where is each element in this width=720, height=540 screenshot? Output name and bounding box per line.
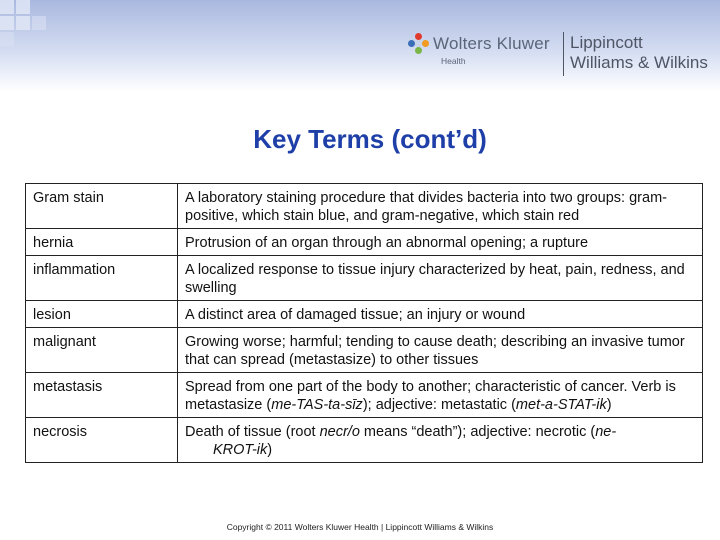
globe-logo-icon: [407, 32, 431, 56]
term-cell: hernia: [26, 229, 178, 256]
definition-cell: [178, 373, 703, 418]
table-row: [26, 418, 703, 463]
term-cell: Gram stain: [26, 184, 178, 229]
definition-cell: Protrusion of an organ through an abnormal opening; a rupture: [178, 229, 703, 256]
table-row: [26, 301, 703, 328]
logo-divider: [563, 32, 564, 76]
wk-logo-sub: Health: [441, 56, 466, 66]
definition-text: means “death”); adjective: necrotic (: [359, 424, 596, 440]
definition-cell: A laboratory staining procedure that divides bacteria into two groups: gram-positive, which stain blue, and gram-negative, which stain red: [178, 184, 703, 229]
slide-title: Key Terms (cont’d): [253, 124, 487, 154]
definition-cell: Growing worse; harmful; tending to cause death; describing an invasive tumor that can spread (metastasize) to other tissues: [178, 328, 703, 373]
table-row: [26, 328, 703, 373]
definition-text: Death of tissue (root: [185, 424, 320, 440]
definition-text: Spread from one part of the body to another; characteristic of cancer. Verb is metastasize (: [185, 379, 676, 413]
definition-text: ): [606, 397, 612, 413]
copyright-footer: Copyright © 2011 Wolters Kluwer Health | Lippincott Williams & Wilkins: [226, 522, 494, 532]
lww-line1: Lippincott: [570, 33, 643, 52]
definition-text: ): [267, 442, 273, 458]
key-terms-table: [25, 183, 703, 463]
term-cell: lesion: [26, 301, 178, 328]
definition-cell: [178, 418, 703, 463]
lww-line2: Williams & Wilkins: [570, 53, 708, 72]
term-cell: inflammation: [26, 256, 178, 301]
pronunciation: KROT-ik: [213, 442, 268, 458]
table-row: [26, 184, 703, 229]
table-row: [26, 256, 703, 301]
term-cell: necrosis: [26, 418, 178, 463]
root-word: necr/o: [319, 424, 360, 440]
definition-cell: A distinct area of damaged tissue; an injury or wound: [178, 301, 703, 328]
decorative-grid: [0, 0, 80, 40]
pronunciation: ne-: [595, 424, 617, 440]
wk-logo-text: Wolters Kluwer: [433, 34, 550, 53]
pronunciation: me-TAS-ta-sīz: [271, 397, 363, 413]
table-row: [26, 229, 703, 256]
definition-cell: A localized response to tissue injury characterized by heat, pain, redness, and swelling: [178, 256, 703, 301]
term-cell: malignant: [26, 328, 178, 373]
term-cell: metastasis: [26, 373, 178, 418]
pronunciation: met-a-STAT-ik: [515, 397, 607, 413]
table-row: [26, 373, 703, 418]
wolters-kluwer-logo: [407, 32, 557, 72]
lww-logo: [570, 33, 708, 73]
definition-text: ); adjective: metastatic (: [362, 397, 516, 413]
